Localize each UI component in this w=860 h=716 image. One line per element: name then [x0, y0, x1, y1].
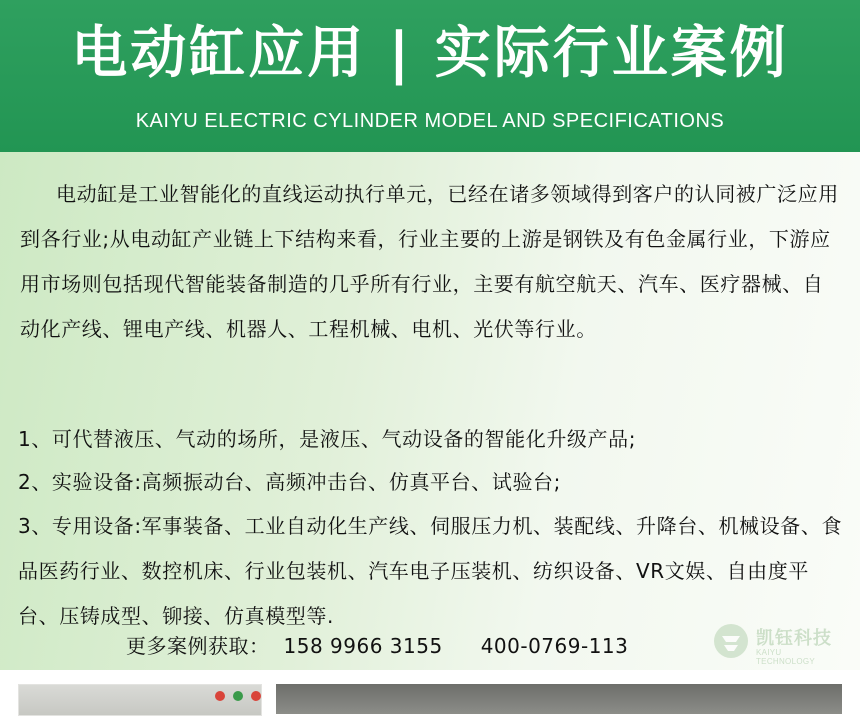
brand-logo-icon [712, 622, 750, 660]
application-item-1: 1、可代替液压、气动的场所，是液压、气动设备的智能化升级产品; [18, 427, 637, 451]
page-subtitle: KAIYU ELECTRIC CYLINDER MODEL AND SPECIFICATIONS [135, 110, 725, 132]
watermark-name: 凯钰科技 [756, 628, 832, 649]
contact-phone: 158 9966 3155 [283, 634, 443, 658]
header-banner [0, 0, 860, 152]
contact-line [126, 630, 628, 662]
page-title: 电动缸应用 | 实际行业案例 [71, 21, 789, 86]
watermark-subtitle: KAIYU TECHNOLOGY [756, 648, 816, 666]
application-item-3: 3、专用设备:军事装备、工业自动化生产线、伺服压力机、装配线、升降台、机械设备、食品医药行业、数控机床、行业包装机、汽车电子压装机、纺织设备、VR文娱、自由度平台、压铸成型、铆接、仿真模型等. [18, 514, 843, 628]
intro-paragraph: 电动缸是工业智能化的直线运动执行单元，已经在诸多领域得到客户的认同被广泛应用到各行业;从电动缸产业链上下结构来看，行业主要的上游是钢铁及有色金属行业，下游应用市场则包括现代智能装备制造的几乎所有行业，主要有航空航天、汽车、医疗器械、自动化产线、锂电产线、机器人、工程机械、电机、光伏等行业。 [20, 182, 839, 341]
case-photo-left [18, 684, 262, 716]
red-button-icon [215, 691, 225, 701]
application-item-2: 2、实验设备:高频振动台、高频冲击台、仿真平台、试验台; [18, 470, 562, 494]
contact-label: 更多案例获取： [126, 634, 270, 658]
green-button-icon [233, 691, 243, 701]
red-button-icon-2 [251, 691, 261, 701]
content-panel [0, 152, 860, 670]
brand-watermark [712, 620, 842, 664]
contact-hotline: 400-0769-113 [480, 634, 629, 658]
